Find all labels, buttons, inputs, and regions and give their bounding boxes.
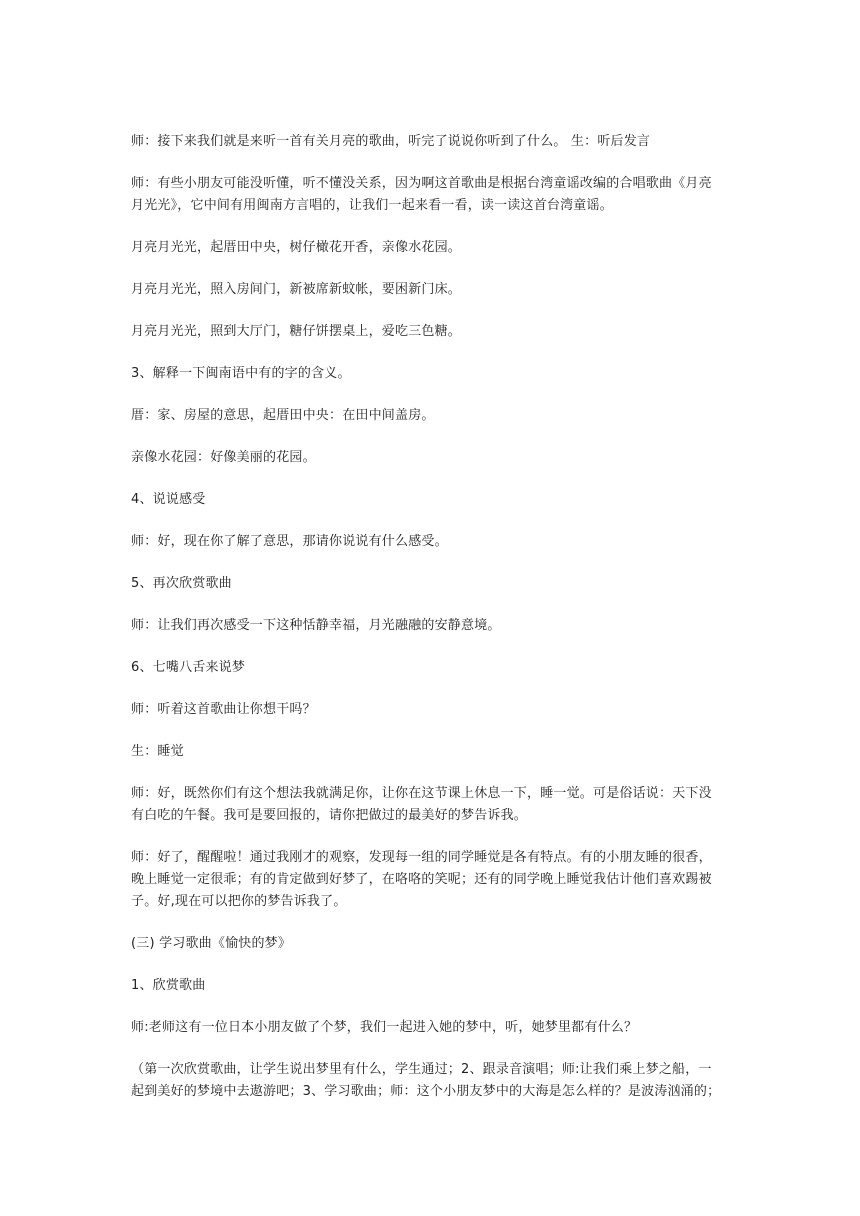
text-line: 3、解释一下闽南语中有的字的含义。: [131, 366, 351, 381]
document-page: [131, 131, 731, 1123]
paragraph: [131, 783, 731, 827]
text-line: 6、七嘴八舌来说梦: [131, 660, 246, 675]
paragraph: [131, 131, 731, 153]
text-line: 子。好,现在可以把你的梦告诉我了。: [131, 894, 347, 909]
text-line: 师：让我们再次感受一下这种恬静幸福，月光融融的安静意境。: [131, 618, 501, 633]
text-line: (三) 学习歌曲《愉快的梦》: [131, 936, 292, 951]
text-line: 亲像水花园：好像美丽的花园。: [131, 450, 316, 465]
paragraph: [131, 279, 731, 301]
paragraph: [131, 489, 731, 511]
text-line: 师：有些小朋友可能没听懂，听不懂没关系，因为啊这首歌曲是根据台湾童谣改编的合唱歌曲《月亮: [131, 176, 712, 191]
text-line: 4、说说感受: [131, 492, 206, 507]
paragraph: [131, 447, 731, 469]
text-line: 月亮月光光，照入房间门，新被席新蚊帐，要困新门床。: [131, 282, 462, 297]
text-line: 师：好，现在你了解了意思，那请你说说有什么感受。: [131, 534, 448, 549]
text-line: 师：好，既然你们有这个想法我就满足你，让你在这节课上休息一下，睡一觉。可是俗话说：天下没: [131, 786, 712, 801]
paragraph: [131, 573, 731, 595]
text-line: 月亮月光光，起厝田中央，树仔橄花开香，亲像水花园。: [131, 240, 462, 255]
text-line: 生：睡觉: [131, 744, 184, 759]
paragraph: [131, 405, 731, 427]
paragraph: [131, 237, 731, 259]
text-line: 月亮月光光，照到大厅门，糖仔饼摆桌上，爱吃三色糖。: [131, 324, 462, 339]
paragraph: [131, 531, 731, 553]
text-line: 起到美好的梦境中去遨游吧；3、学习歌曲；师：这个小朋友梦中的大海是怎么样的？是波涛汹涌的；: [131, 1084, 721, 1099]
text-line: （第一次欣赏歌曲，让学生说出梦里有什么，学生通过；2、跟录音演唱；师:让我们乘上梦之船，一: [131, 1062, 712, 1077]
text-line: 月光光》，它中间有用闽南方言唱的，让我们一起来看一看，读一读这首台湾童谣。: [131, 198, 613, 213]
paragraph: [131, 699, 731, 721]
paragraph: [131, 363, 731, 385]
paragraph: [131, 657, 731, 679]
text-line: 师：听着这首歌曲让你想干吗？: [131, 702, 316, 717]
paragraph: [131, 615, 731, 637]
paragraph: [131, 847, 731, 913]
text-line: 5、再次欣赏歌曲: [131, 576, 232, 591]
text-line: 有白吃的午餐。我可是要回报的，请你把做过的最美好的梦告诉我。: [131, 808, 528, 823]
text-line: 师:老师这有一位日本小朋友做了个梦，我们一起进入她的梦中，听，她梦里都有什么？: [131, 1020, 638, 1035]
paragraph: [131, 933, 731, 955]
paragraph: [131, 321, 731, 343]
paragraph: [131, 975, 731, 997]
paragraph: [131, 741, 731, 763]
text-line: 厝：家、房屋的意思，起厝田中央：在田中间盖房。: [131, 408, 435, 423]
paragraph: [131, 173, 731, 217]
text-line: 晚上睡觉一定很乖；有的肯定做到好梦了，在咯咯的笑呢；还有的同学晚上睡觉我估计他们喜欢踢被: [131, 872, 712, 887]
text-line: 师：接下来我们就是来听一首有关月亮的歌曲，听完了说说你听到了什么。 生：听后发言: [131, 134, 651, 149]
paragraph: [131, 1017, 731, 1039]
text-line: 1、欣赏歌曲: [131, 978, 206, 993]
paragraph: [131, 1059, 731, 1103]
text-line: 师：好了，醒醒啦！通过我刚才的观察，发现每一组的同学睡觉是各有特点。有的小朋友睡的很香，: [131, 850, 712, 865]
